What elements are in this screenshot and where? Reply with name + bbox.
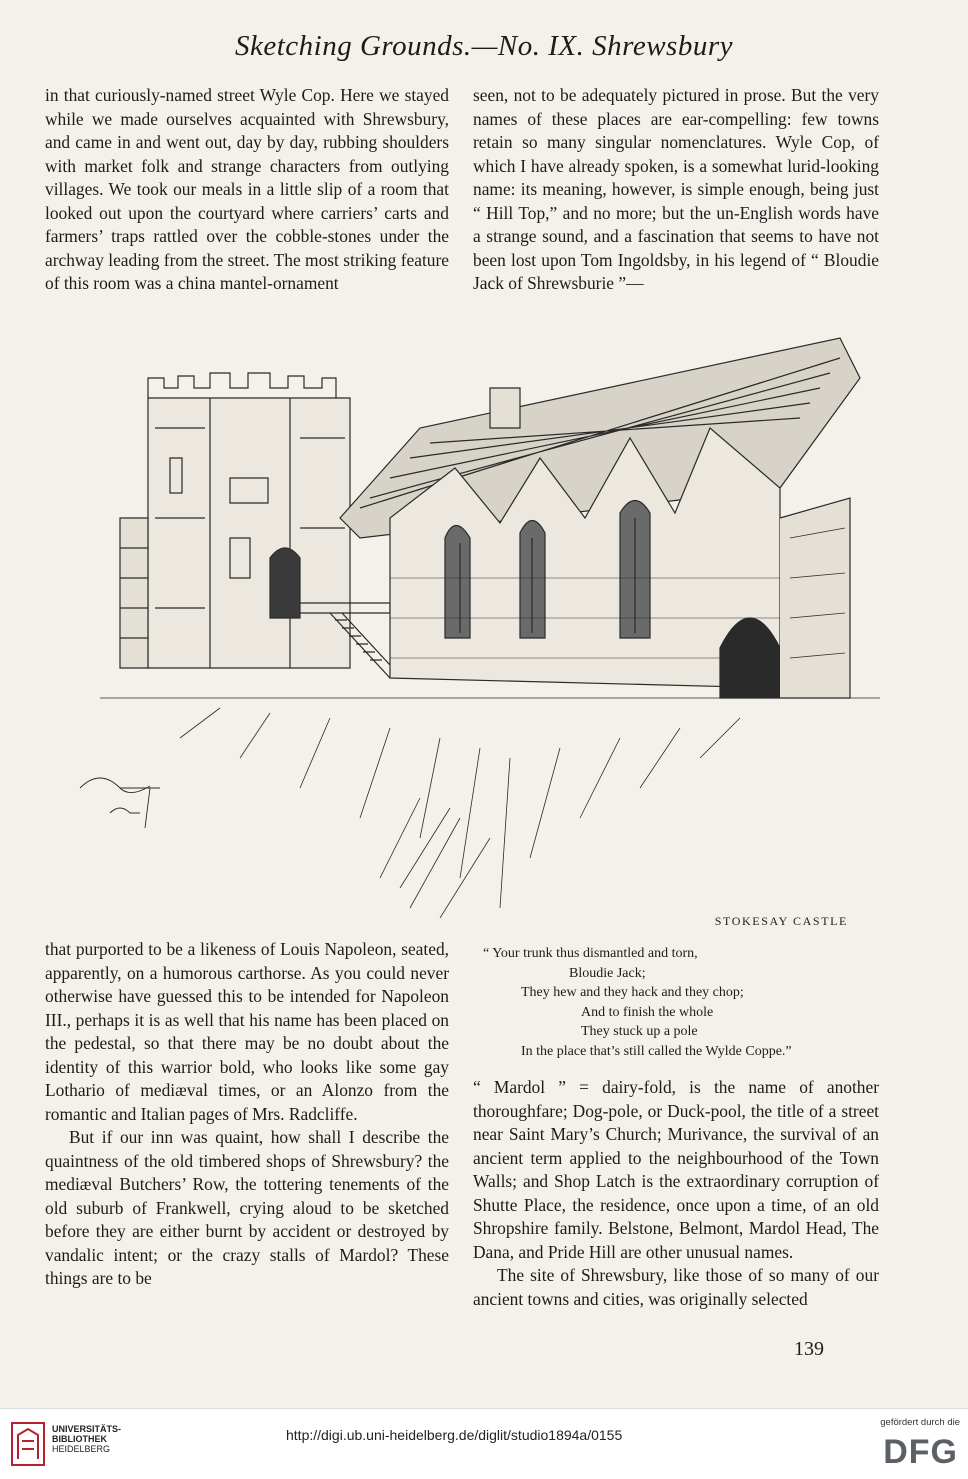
paragraph: “ Mardol ” = dairy-fold, is the name of another thoroughfare; Dog-pole, or Duck-pool, the title of a street near Saint Mary’s Church; Murivance, the survival of an ancient term applied to the neighbourhood of the Town Walls; and Shop Latch is the extraordinary corruption of Shutte Place, the residence, once upon a time, of an old Shropshire family. Belstone, Belmont, Mardol Head, The Dana, and Pride Hill are other unusual names. [473, 1077, 879, 1262]
paragraph: that purported to be a likeness of Louis Napoleon, seated, apparently, on a humorous carthorse. As you could never otherwise have guessed this to be intended for Napoleon III., perhaps it is as well that his name has been placed on the pedestal, so that there may be no doubt about the identity of this warrior bold, who looks like some gay Lothario of mediæval times, or an Alonzo from the romantic and Italian pages of Mrs. Radcliffe. [45, 939, 449, 1124]
university-name: UNIVERSITÄTS- BIBLIOTHEK HEIDELBERG [52, 1424, 122, 1454]
university-seal-icon [10, 1421, 46, 1467]
left-column-bottom [45, 938, 449, 1291]
paragraph: seen, not to be adequately pictured in prose. But the very names of these places are ear-compelling: few towns retain so many singular nomenclatures. Wyle Cop, of which I have already spoken, is a somewhat lurid-looking name: its meaning, however, is simple enough, being just “ Hill Top,” and no more; but the un-English words have a strange sound, and a fascination that seems to have not been lost upon Tom Ingoldsby, in his legend of “ Bloudie Jack of Shrewsburie ”— [473, 85, 879, 293]
permalink-url[interactable]: http://digi.ub.uni-heidelberg.de/diglit/studio1894a/0155 [286, 1427, 623, 1443]
left-column-top [45, 84, 449, 296]
poem-line: “ Your trunk thus dismantled and torn, [483, 946, 698, 961]
funding-label: gefördert durch die [880, 1417, 960, 1428]
dfg-logo: DFG [883, 1433, 958, 1471]
page-number: 139 [794, 1338, 824, 1360]
paragraph: But if our inn was quaint, how shall I describe the quaintness of the old timbered shops of Shrewsbury? the mediæval Butchers’ Row, the tottering tenements of the old suburb of Frankwell, crying aloud to be sketched before they are either burnt by accident or destroyed by vandalic intent; or the crazy stalls of Mardol? These things are to be [45, 1127, 449, 1288]
right-column-top [473, 84, 879, 296]
foreground-grass [100, 698, 880, 918]
poem-line: They hew and they hack and they chop; [521, 985, 744, 1000]
paragraph: The site of Shrewsbury, like those of so many of our ancient towns and cities, was originally selected [473, 1265, 879, 1309]
castle-tower [120, 373, 350, 668]
poem-line: And to finish the whole [581, 1004, 714, 1020]
stokesay-castle-illustration [60, 318, 880, 918]
right-column-bottom [473, 1076, 879, 1311]
poem-excerpt [473, 944, 879, 1061]
illustration-caption: STOKESAY CASTLE [714, 914, 848, 928]
poem-line: Bloudie Jack; [569, 965, 646, 981]
digitization-footer [0, 1408, 968, 1479]
poem-line: In the place that’s still called the Wylde Coppe.” [521, 1043, 792, 1059]
poem-line: They stuck up a pole [581, 1024, 698, 1039]
artist-signature [80, 778, 160, 828]
running-header: Sketching Grounds.—No. IX. Shrewsbury [234, 30, 734, 62]
paragraph: in that curiously-named street Wyle Cop. Here we stayed while we made ourselves acquainted with Shrewsbury, and came in and went out, day by day, rubbing shoulders with market folk and strange characters from outlying villages. We took our meals in a little slip of a room that looked out upon the courtyard where carriers’ carts and farmers’ traps rattled over the cobble-stones under the archway leading from the street. The most striking feature of this room was a china mantel-ornament [45, 85, 449, 293]
